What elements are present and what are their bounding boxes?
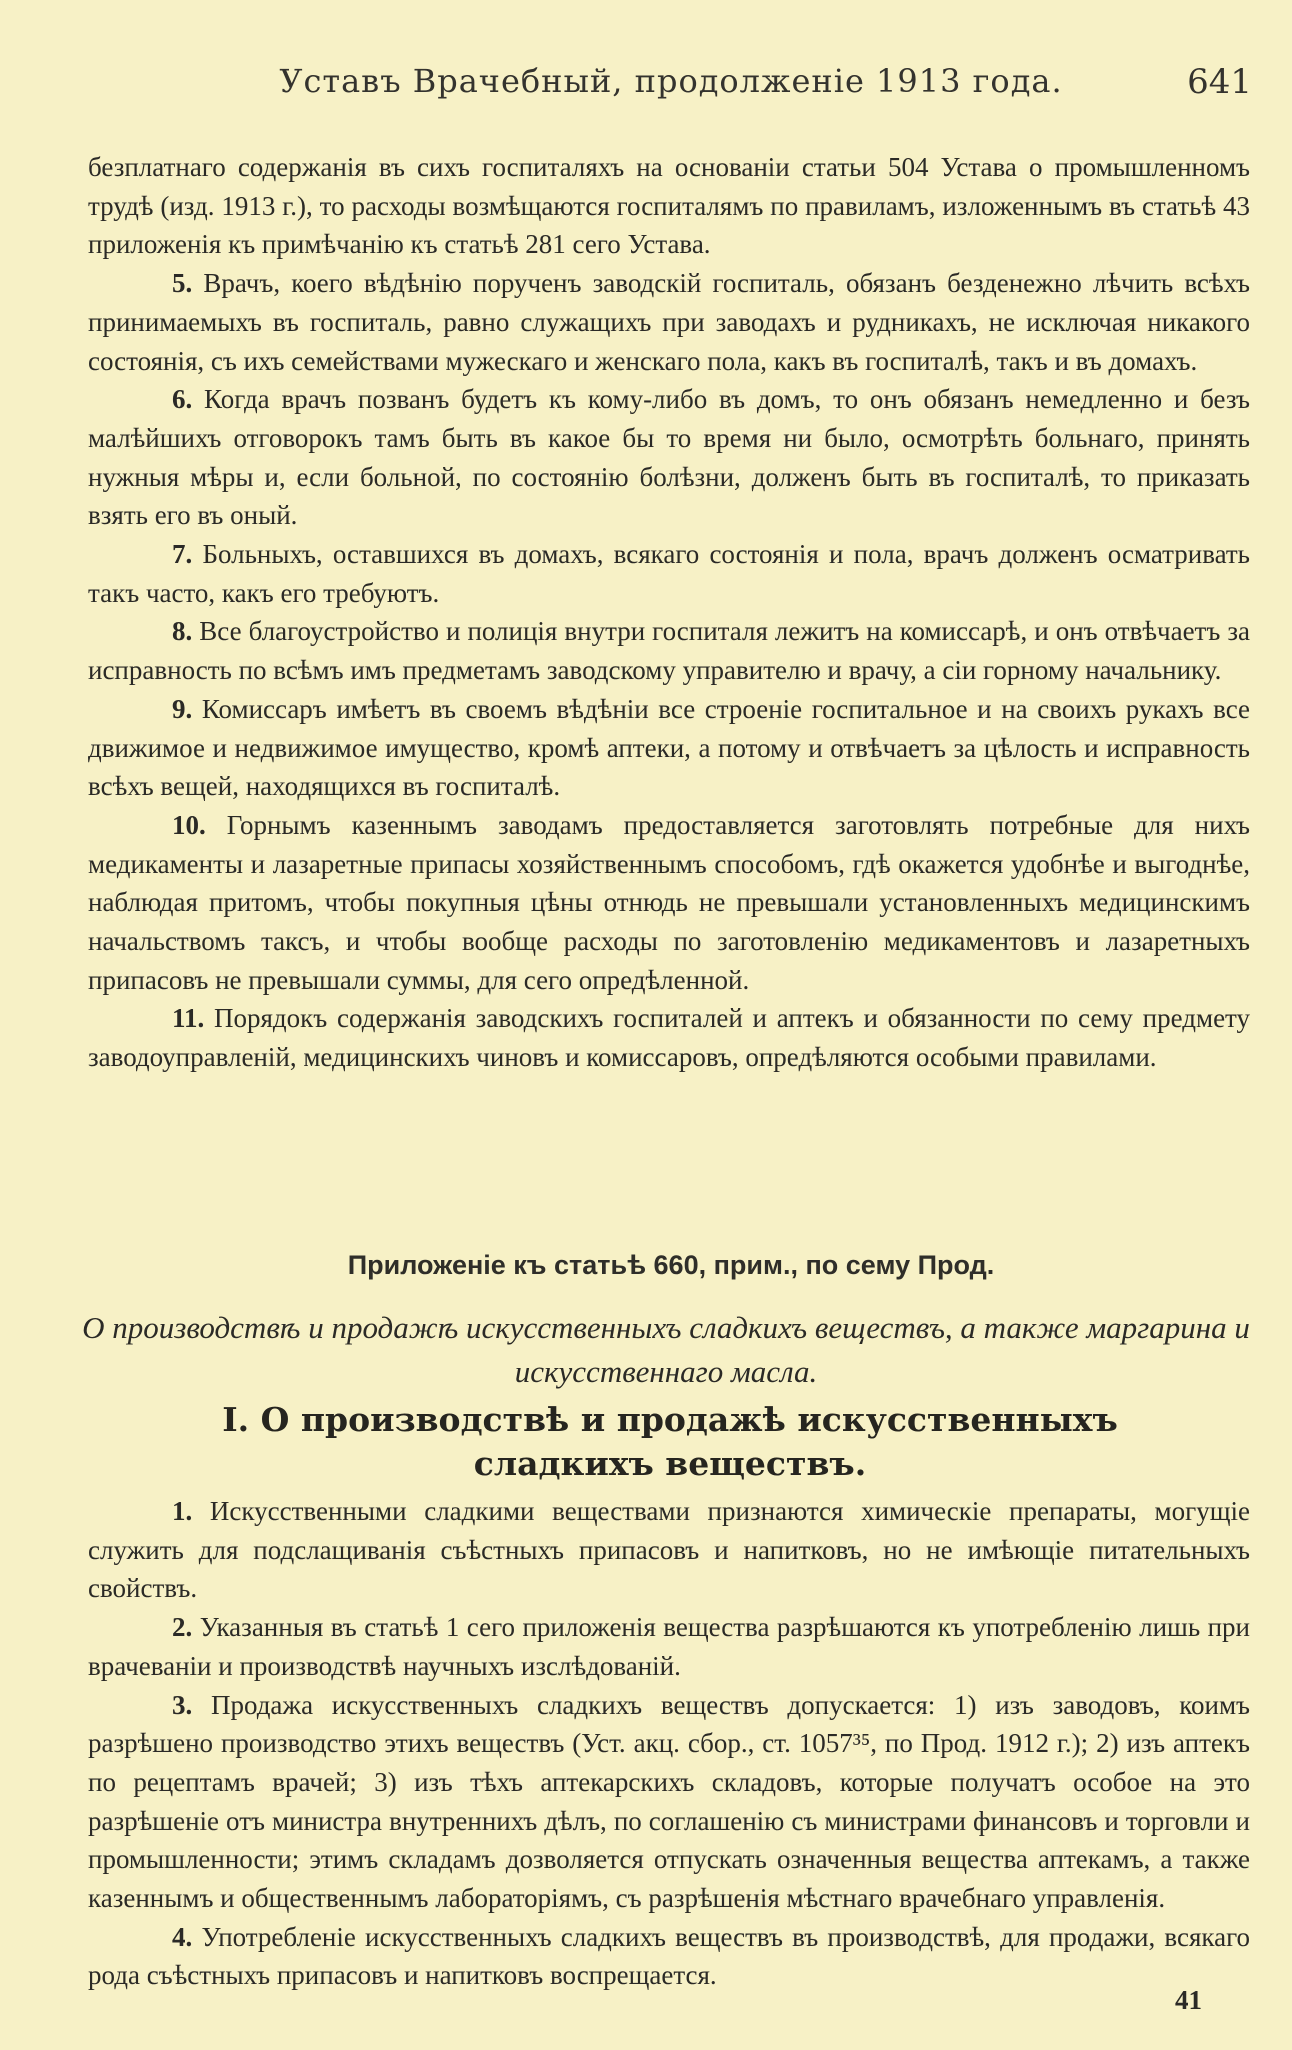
article-text: Употребленіе искусственныхъ сладкихъ веществъ въ производствѣ, для продажи, всякаго рода съѣстныхъ припасовъ и напитковъ воспрещается. xyxy=(88,1921,1250,1991)
appendix-text-block xyxy=(88,1492,1250,1995)
article-number: 11. xyxy=(172,1003,205,1034)
section-heading: I. О производствѣ и продажѣ искусственныхъ сладкихъ веществъ. xyxy=(222,1400,1118,1483)
article-text: Врачъ, коего вѣдѣнію порученъ заводскій госпиталь, обязанъ безденежно лѣчить всѣхъ принимаемыхъ въ госпиталь, равно служащихъ при заводахъ и рудникахъ, не исключая никакого состоянія, съ ихъ семействами мужескаго и женскаго пола, какъ въ госпиталѣ, такъ и въ домахъ. xyxy=(88,268,1250,376)
article-number: 2. xyxy=(172,1612,193,1643)
article-number: 4. xyxy=(172,1921,193,1952)
running-header xyxy=(90,62,1252,112)
article-number: 8. xyxy=(172,616,193,647)
article-number: 10. xyxy=(172,809,206,840)
article-number: 1. xyxy=(172,1496,193,1526)
appendix-title: Приложеніе къ статьѣ 660, прим., по сему Прод. xyxy=(347,1250,995,1280)
article-number: 5. xyxy=(172,268,193,299)
article-text: Больныхъ, оставшихся въ домахъ, всякаго состоянія и пола, врачъ долженъ осматривать такъ часто, какъ его требуютъ. xyxy=(88,539,1250,608)
article-text: Искусственными сладкими веществами признаются химическіе препараты, могущіе служить для подслащиванія съѣстныхъ припасовъ и напитковъ, но не имѣющіе питательныхъ свойствъ. xyxy=(88,1496,1250,1604)
article-text: Когда врачъ позванъ будетъ къ кому-либо въ домъ, то онъ обязанъ немедленно и безъ малѣйшихъ отговорокъ тамъ быть въ какое бы то время ни было, осмотрѣть больнаго, принять нужныя мѣры и, если больной, по состоянію болѣзни, долженъ быть въ госпиталѣ, то приказать взять его въ оный. xyxy=(88,384,1251,531)
article-8 xyxy=(88,612,1250,689)
article-number: 6. xyxy=(172,384,193,415)
article-6 xyxy=(88,380,1250,535)
article-10 xyxy=(88,806,1250,1000)
appendix-subtitle: О производствѣ и продажѣ искусственныхъ сладкихъ веществъ, а также маргарина и искусственнаго масла. xyxy=(82,1310,1250,1389)
article-text: Комиссаръ имѣетъ въ своемъ вѣдѣніи все строеніе госпитальное и на своихъ рукахъ все движимое и недвижимое имущество, кромѣ аптеки, а потому и отвѣчаетъ за цѣлость и исправность всѣхъ вещей, находящихся въ госпиталѣ. xyxy=(88,693,1250,802)
article-text: Продажа искусственныхъ сладкихъ веществъ допускается: 1) изъ заводовъ, коимъ разрѣшено производство этихъ веществъ (Уст. акц. сбор., ст. 1057³⁵, по Прод. 1912 г.); 2) изъ аптекъ по рецептамъ врачей; 3) изъ тѣхъ аптекарскихъ складовъ, которые получатъ особое на это разрѣшеніе отъ министра внутреннихъ дѣлъ, по соглашенію съ министрами финансовъ и торговли и промышленности; этимъ складамъ дозволяется отпускать означенныя вещества аптекамъ, а также казеннымъ и общественнымъ лабораторіямъ, съ разрѣшенія мѣстнаго врачебнаго управленія. xyxy=(88,1689,1250,1914)
article-11 xyxy=(88,999,1250,1076)
article-text: Порядокъ содержанія заводскихъ госпиталей и аптекъ и обязанности по сему предмету заводоуправленій, медицинскихъ чиновъ и комиссаровъ, опредѣляются особыми правилами. xyxy=(88,1003,1250,1073)
article-text: Горнымъ казеннымъ заводамъ предоставляется заготовлять потребные для нихъ медикаменты и лазаретные припасы хозяйственнымъ способомъ, гдѣ окажется удобнѣе и выгоднѣе, наблюдая притомъ, чтобы покупныя цѣны отнюдь не превышали установленныхъ медицинскимъ начальствомъ таксъ, и чтобы вообще расходы по заготовленію медикаментовъ и лазаретныхъ припасовъ не превышали суммы, для сего опредѣленной. xyxy=(88,809,1251,995)
signature-number: 41 xyxy=(1175,1985,1202,2015)
main-text-block xyxy=(88,148,1250,1077)
running-header-title: Уставъ Врачебный, продолженіе 1913 года. xyxy=(279,62,1063,100)
article-text: Все благоустройство и полиція внутри госпиталя лежитъ на комиссарѣ, и онъ отвѣчаетъ за исправность по всѣмъ имъ предметамъ заводскому управителю и врачу, а сіи горному начальнику. xyxy=(88,616,1251,686)
article-number: 9. xyxy=(172,693,193,724)
appendix-article-1 xyxy=(88,1492,1250,1608)
article-7 xyxy=(88,535,1250,612)
appendix-article-2 xyxy=(88,1608,1250,1685)
article-5 xyxy=(88,264,1250,380)
appendix-article-3 xyxy=(88,1686,1250,1918)
page-number: 641 xyxy=(1187,62,1252,102)
article-number: 3. xyxy=(172,1689,193,1720)
appendix-article-4 xyxy=(88,1918,1250,1995)
article-9 xyxy=(88,690,1250,806)
paragraph-continuation: безплатнаго содержанія въ сихъ госпиталяхъ на основаніи статьи 504 Устава о промышленномъ трудѣ (изд. 1913 г.), то расходы возмѣщаются госпиталямъ по правиламъ, изложеннымъ въ статьѣ 43 приложенія къ примѣчанію къ статьѣ 281 сего Устава. xyxy=(88,152,1250,260)
article-number: 7. xyxy=(172,539,193,570)
article-text: Указанныя въ статьѣ 1 сего приложенія вещества разрѣшаются къ употребленію лишь при врачеваніи и производствѣ научныхъ изслѣдованій. xyxy=(88,1612,1251,1681)
